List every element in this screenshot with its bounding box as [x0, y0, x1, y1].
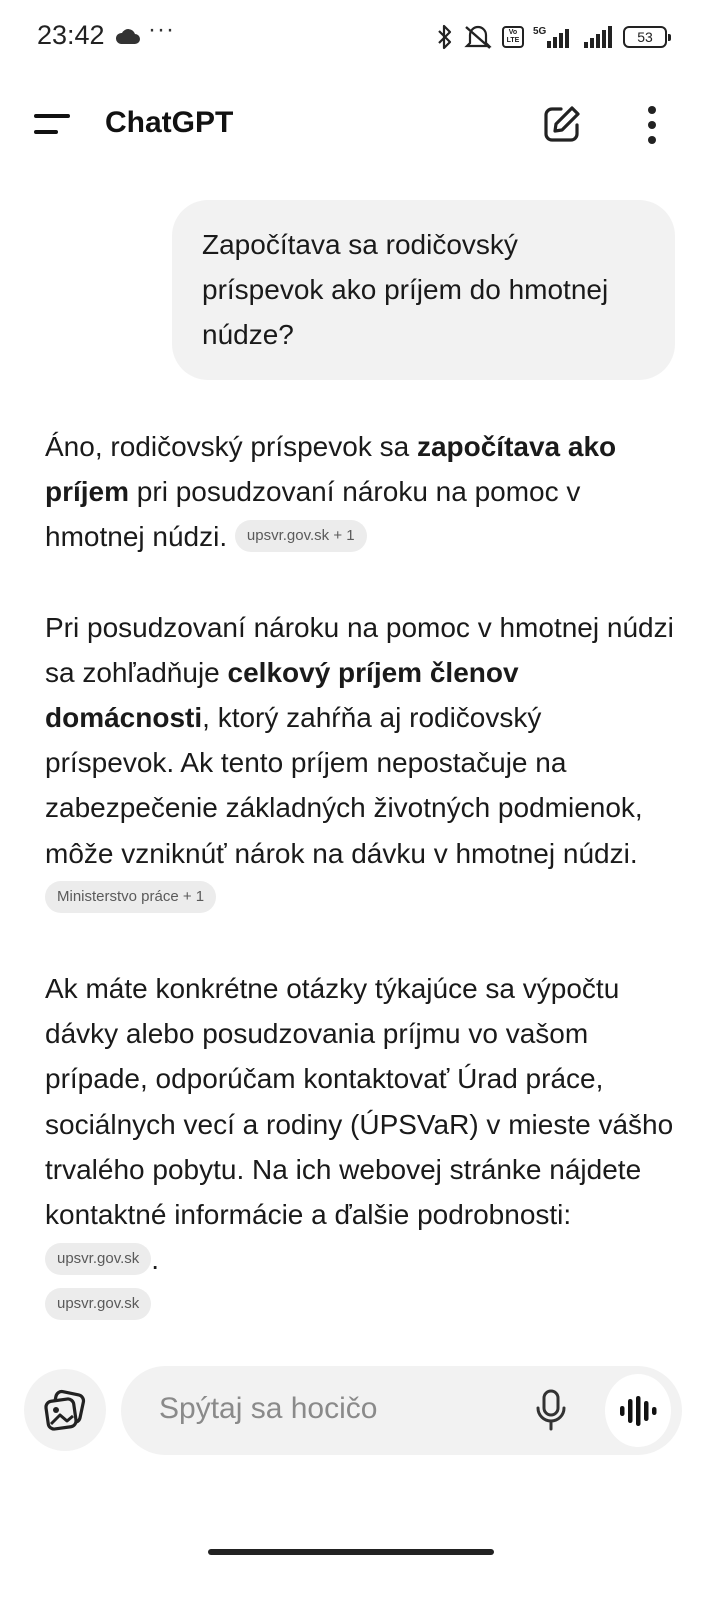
status-bar [0, 0, 719, 74]
paragraph-text: Áno, rodičovský príspevok sa [45, 431, 417, 462]
bluetooth-icon [436, 24, 454, 50]
svg-text:5G: 5G [533, 26, 547, 37]
status-icons [436, 22, 667, 52]
attach-image-button[interactable] [24, 1369, 106, 1451]
battery-icon: 53 [623, 26, 667, 48]
paragraph-text: , ktorý zahŕňa aj rodičovský príspevok. Ak tento príjem nepostačuje na zabezpečenie základných životných podmienok, môže vzniknúť nárok na dávku v hmotnej núdzi. [45, 702, 643, 869]
app-title: ChatGPT [105, 106, 234, 139]
volte-icon: Vo LTE [502, 26, 524, 48]
source-chip[interactable]: upsvr.gov.sk + 1 [235, 520, 367, 552]
paragraph-text: Ak máte konkrétne otázky týkajúce sa výpočtu dávky alebo posudzovania príjmu vo vašom prípade, odporúčam kontaktovať Úrad práce, sociálnych vecí a rodiny (ÚPSVaR) v mieste vášho trvalého pobytu. Na ich webovej stránke nájdete kontaktné informácie a ďalšie podrobnosti: [45, 973, 674, 1231]
paragraph-text: Pri posudzovaní nároku na pomoc v hmotnej núdzi sa zohľadňuje [45, 611, 674, 688]
assistant-paragraph-2 [45, 605, 675, 921]
more-vert-icon[interactable] [640, 104, 664, 146]
notification-dots: ··· [148, 16, 175, 43]
signal-icon [582, 24, 614, 50]
voice-mode-icon [619, 1396, 657, 1426]
attach-image-icon [43, 1388, 87, 1432]
app-bar [0, 88, 719, 160]
bold-text: celkový príjem členov domácnosti [45, 656, 519, 734]
new-chat-icon[interactable] [542, 104, 582, 144]
paragraph-text: pri posudzovaní nároku na pomoc v hmotnej núdzi. [45, 476, 581, 553]
assistant-paragraph-1 [45, 424, 675, 560]
home-indicator[interactable] [208, 1549, 494, 1555]
assistant-paragraph-3 [45, 966, 675, 1328]
mute-icon [463, 24, 493, 50]
microphone-icon[interactable] [535, 1389, 567, 1431]
voice-mode-button[interactable] [605, 1374, 671, 1447]
status-time: 23:42 [37, 20, 105, 50]
user-message-bubble [172, 200, 675, 380]
source-chip[interactable]: Ministerstvo práce + 1 [45, 881, 216, 913]
bold-text: započítava ako príjem [45, 431, 617, 508]
menu-icon[interactable] [34, 111, 72, 137]
paragraph-text: . [151, 1244, 160, 1276]
signal-5g-icon [533, 24, 573, 50]
source-chip[interactable]: upsvr.gov.sk [45, 1288, 151, 1320]
cloud-icon [114, 27, 140, 45]
message-input-placeholder: Spýtaj sa hocičo [159, 1392, 378, 1425]
source-chip[interactable]: upsvr.gov.sk [45, 1243, 151, 1275]
assistant-message [45, 424, 675, 1373]
message-input[interactable] [121, 1366, 682, 1455]
user-message-text: Započítava sa rodičovský príspevok ako príjem do hmotnej núdze? [202, 229, 609, 350]
